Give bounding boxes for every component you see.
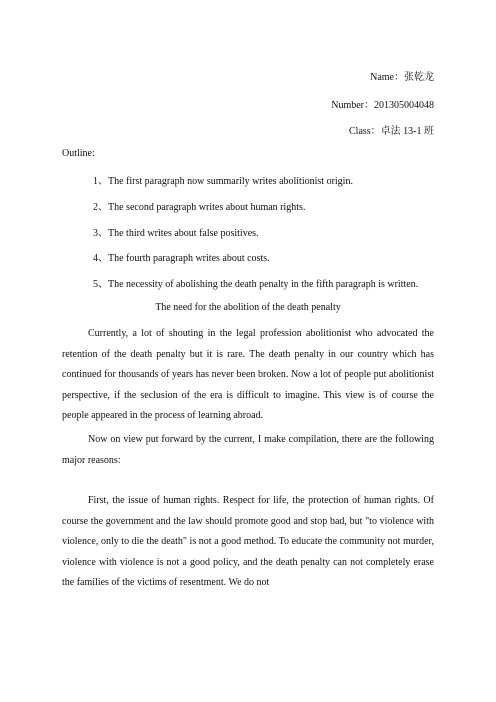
essay-paragraph: Currently, a lot of shouting in the legal profession abolitionist who advocated the retention of the death penalty but it is rare. The death penalty in our country which has continued for thousands of years has never been broken. Now a lot of people put abolitionist perspective, if the seclusion of the era is difficult to imagine. This view is of course the people appeared in the process of learning abroad. xyxy=(62,328,434,421)
outline-item: 2、The second paragraph writes about human rights. xyxy=(93,202,306,213)
essay-paragraph: Now on view put forward by the current, I make compilation, there are the following major reasons: xyxy=(62,434,434,466)
outline-item: 5、The necessity of abolishing the death penalty in the fifth paragraph is written. xyxy=(93,279,419,290)
outline-item: 3、The third writes about false positives. xyxy=(93,228,259,239)
outline-label: Outline: xyxy=(62,148,95,159)
student-number: Number：201305004048 xyxy=(331,100,434,111)
student-name: Name：张乾龙 xyxy=(370,72,434,83)
essay-title: The need for the abolition of the death penalty xyxy=(155,302,341,313)
outline-item: 1、The first paragraph now summarily writes abolitionist origin. xyxy=(93,176,353,187)
student-class: Class：卓法 13-1 班 xyxy=(349,126,434,137)
essay-paragraph: First, the issue of human rights. Respect for life, the protection of human rights. Of course the government and the law should promote good and stop bad, but "to violence with violence, only to die the death" is not a good method. To educate the community not murder, violence with violence is not a good policy, and the death penalty can not completely erase the families of the victims of resentment. We do not xyxy=(62,495,434,588)
outline-item: 4、The fourth paragraph writes about costs. xyxy=(93,253,270,264)
